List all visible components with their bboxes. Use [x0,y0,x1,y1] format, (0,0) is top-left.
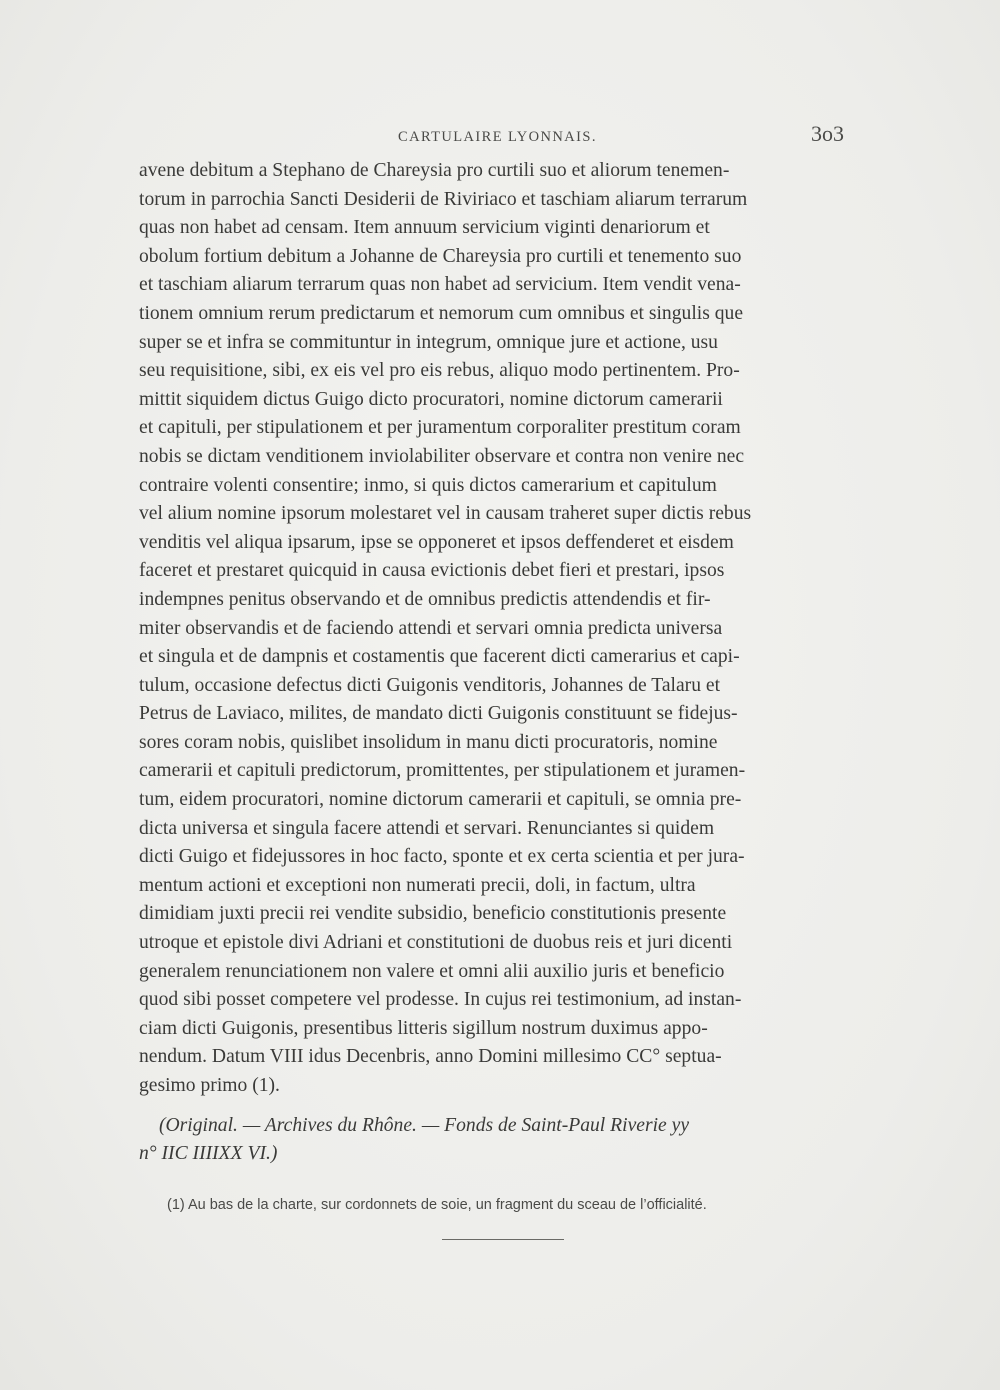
text-line: camerarii et capituli predictorum, promittentes, per stipulationem et juramen- [139,760,746,782]
text-line: generalem renunciationem non valere et omni alii auxilio juris et beneficio [139,960,725,982]
text-line: tionem omnium rerum predictarum et nemorum cum omnibus et singulis que [139,302,744,324]
text-line: nendum. Datum VIII idus Decenbris, anno Domini millesimo CC° septua- [139,1046,722,1068]
text-line: et taschiam aliarum terrarum quas non habet ad servicium. Item vendit vena- [139,274,741,296]
text-line: seu requisitione, sibi, ex eis vel pro eis rebus, aliquo modo pertinentem. Pro- [139,360,740,382]
text-line: dimidiam juxti precii rei vendite subsidio, beneficio constitutionis presente [139,903,727,925]
text-line: tum, eidem procuratori, nomine dictorum camerarii et capituli, se omnia pre- [139,789,742,811]
text-line: et capituli, per stipulationem et per juramentum corporaliter prestitum coram [139,417,741,439]
text-line: mittit siquidem dictus Guigo dicto procuratori, nomine dictorum camerarii [139,388,723,410]
text-line: dicti Guigo et fidejussores in hoc facto, sponte et ex certa scientia et per jura- [139,846,745,868]
charter-text [139,157,857,1101]
running-title: CARTULAIRE LYONNAIS. [398,129,597,145]
text-line: utroque et epistole divi Adriani et constitutioni de duobus reis et juri dicenti [139,932,733,954]
text-line: obolum fortium debitum a Johanne de Chareysia pro curtili et tenemento suo [139,245,742,267]
text-line: avene debitum a Stephano de Chareysia pro curtili suo et aliorum tenemen- [139,160,730,181]
source-citation [139,1112,857,1168]
text-line: torum in parrochia Sancti Desiderii de Riviriaco et taschiam aliarum terrarum [139,188,748,210]
text-line: super se et infra se commituntur in integrum, omnique jure et actione, usu [139,331,718,353]
page-number: 3o3 [811,121,844,146]
citation-line: (Original. — Archives du Rhône. — Fonds de Saint-Paul Riverie yy [159,1115,690,1136]
text-line: mentum actioni et exceptioni non numerati precii, doli, in factum, ultra [139,874,696,896]
text-line: faceret et prestaret quicquid in causa evictionis debet fieri et prestari, ipsos [139,560,725,582]
text-line: vel alium nomine ipsorum molestaret vel in causam traheret super dictis rebus [139,503,752,525]
text-line: quas non habet ad censam. Item annuum servicium viginti denariorum et [139,217,710,239]
text-line: quod sibi posset competere vel prodesse. In cujus rei testimonium, ad instan- [139,989,742,1011]
text-line: et singula et de dampnis et costamentis que facerent dicti camerarius et capi- [139,646,740,668]
text-line: nobis se dictam venditionem inviolabiliter observare et contra non venire nec [139,445,745,467]
text-line: miter observandis et de faciendo attendi et servari omnia predicta universa [139,617,723,639]
footnote: (1) Au bas de la charte, sur cordonnets de soie, un fragment du sceau de l’officialité. [167,1197,707,1213]
text-line: gesimo primo (1). [139,1075,280,1096]
text-line: indempnes penitus observando et de omnibus predictis attendendis et fir- [139,588,711,610]
text-line: ciam dicti Guigonis, presentibus litteris sigillum nostrum duximus appo- [139,1017,708,1039]
citation-line: n° IIC IIIIXX VI.) [139,1143,278,1164]
text-line: dicta universa et singula facere attendi et servari. Renunciantes si quidem [139,817,715,839]
text-line: venditis vel aliqua ipsarum, ipse se opponeret et ipsos deffenderet et eisdem [139,531,734,553]
text-line: tulum, occasione defectus dicti Guigonis venditoris, Johannes de Talaru et [139,674,721,696]
text-line: contraire volenti consentire; inmo, si quis dictos camerarium et capitulum [139,474,717,496]
closing-rule [442,1239,564,1240]
text-line: sores coram nobis, quislibet insolidum in manu dicti procuratoris, nomine [139,731,718,753]
text-line: Petrus de Laviaco, milites, de mandato dicti Guigonis constituunt se fidejus- [139,703,738,725]
